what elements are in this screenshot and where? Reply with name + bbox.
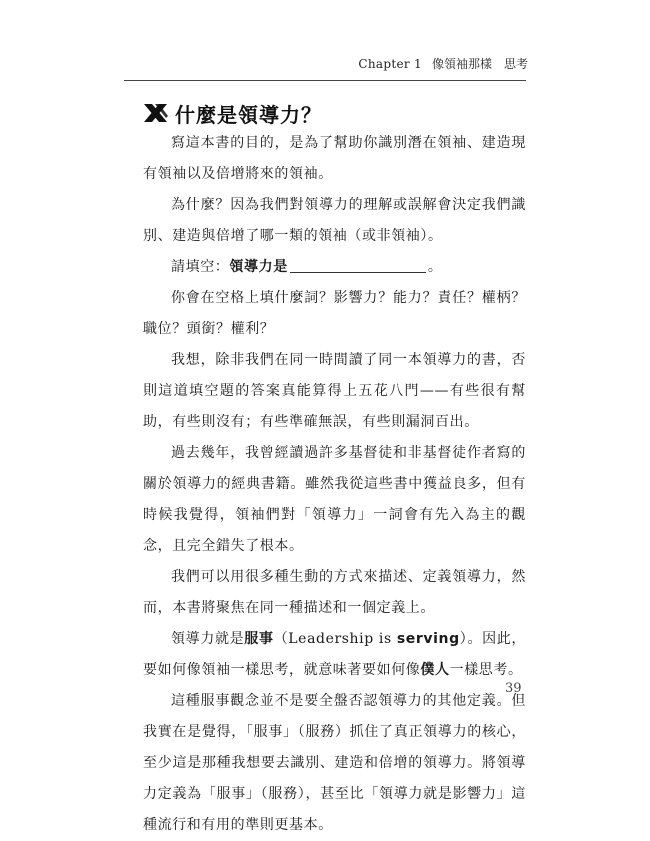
- chapter-title: 像領袖那樣 思考: [431, 57, 528, 71]
- double-x-mark-icon: [143, 102, 169, 124]
- fill-blank-line: [290, 258, 426, 273]
- paragraph-6: 過去幾年，我曾經讀過許多基督徒和非基督徒作者寫的關於領導力的經典書籍。雖然我從這些書中獲益良多，但有時候我覺得，領袖們對「領導力」一詞會有先入為主的觀念，且完全錯失了根本。: [143, 445, 526, 554]
- running-head: [358, 55, 528, 72]
- p8-bold-serving-en: serving: [396, 631, 460, 647]
- fill-blank-prompt: 請填空：: [171, 259, 230, 275]
- page-number: 39: [505, 681, 522, 696]
- header-rule: [124, 80, 526, 81]
- paragraph-5: 我想，除非我們在同一時間讀了同一本領導力的書，否則這道填空題的答案真能算得上五花八門——有些很有幫助，有些則沒有；有些準確無誤，有些則漏洞百出。: [143, 352, 526, 430]
- fill-blank-bold: 領導力是: [229, 259, 288, 275]
- p8-text-e: ）。因此，要如何像領袖一樣思考，就意味著要如何像: [143, 631, 527, 678]
- p8-text-a: 領導力就是: [171, 631, 245, 647]
- paragraph-8: [143, 624, 526, 686]
- fill-blank-end: 。: [427, 259, 443, 275]
- p8-text-c: （Leadership is: [273, 631, 397, 647]
- section-heading: [143, 97, 322, 129]
- paragraph-1: 寫這本書的目的，是為了幫助你識別潛在領袖、建造現有領袖以及倍增將來的領袖。: [143, 135, 526, 182]
- body-text: [143, 128, 526, 841]
- paragraph-4: 你會在空格上填什麼詞？影響力？能力？責任？權柄？職位？頭銜？權利？: [143, 290, 526, 337]
- paragraph-9: 這種服事觀念並不是要全盤否認領導力的其他定義。但我實在是覺得，「服事」（服務）抓住了真正領導力的核心，至少這是那種我想要去識別、建造和倍增的領導力。將領導力定義為「服事」（服務），甚至比「領導力就是影響力」這種流行和有用的準則更基本。: [143, 693, 526, 833]
- p8-text-g: 一樣思考。: [449, 662, 523, 678]
- chapter-label: Chapter 1: [358, 57, 422, 71]
- section-title: 什麼是領導力？: [175, 102, 322, 127]
- paragraph-2: 為什麼？因為我們對領導力的理解或誤解會決定我們識別、建造與倍增了哪一類的領袖（或非領袖）。: [143, 197, 526, 244]
- p8-bold-servant: 僕人: [420, 662, 450, 678]
- paragraph-7: 我們可以用很多種生動的方式來描述、定義領導力，然而，本書將聚焦在同一種描述和一個定義上。: [143, 569, 526, 616]
- paragraph-3: [143, 252, 526, 283]
- p8-bold-serving: 服事: [244, 631, 274, 647]
